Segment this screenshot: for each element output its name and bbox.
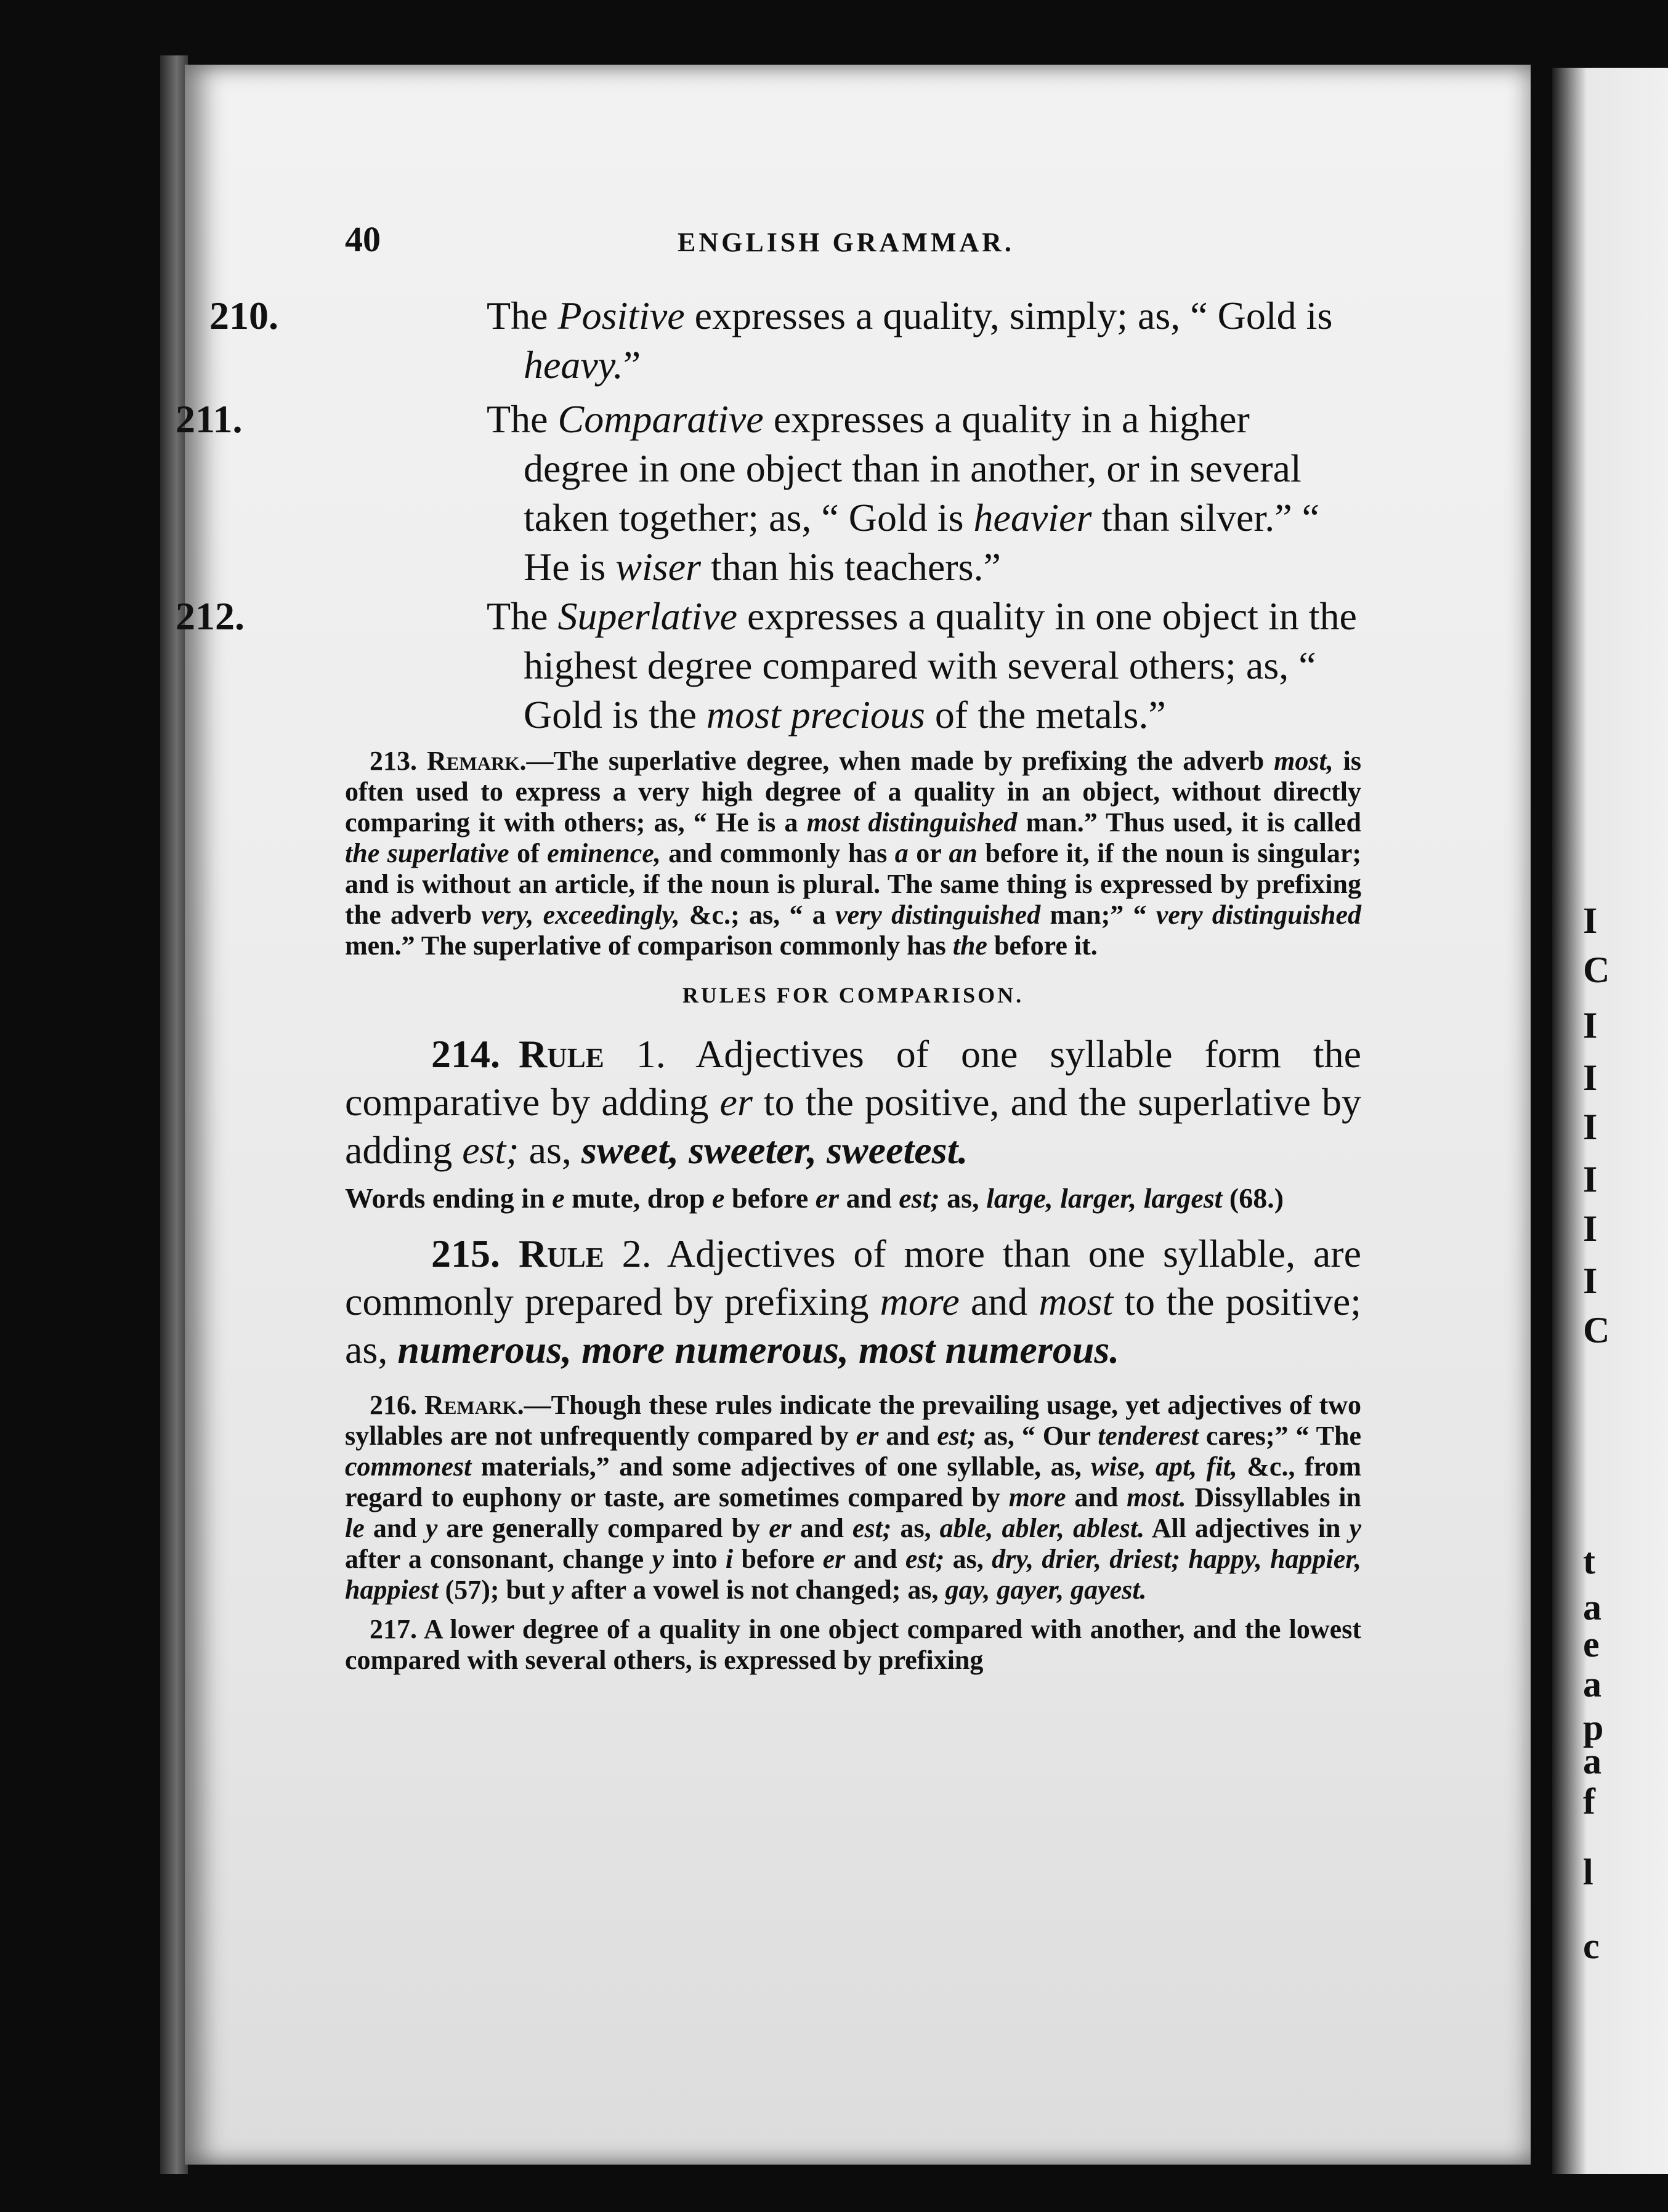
facing-page-glyph: I xyxy=(1583,1261,1598,1301)
text-run: as, xyxy=(939,1182,987,1214)
section-number: 212. xyxy=(176,594,245,638)
italic-run: most xyxy=(1038,1280,1114,1323)
facing-page-edge xyxy=(1552,68,1668,2174)
italic-run: est; xyxy=(899,1182,940,1214)
italic-run: numerous, more numerous, most numerous. xyxy=(397,1328,1120,1371)
text-run: and xyxy=(878,1421,937,1451)
facing-page-glyph: I xyxy=(1583,1057,1598,1098)
facing-page-glyph: a xyxy=(1583,1587,1601,1628)
facing-page-glyph: a xyxy=(1583,1664,1601,1705)
text-run: expresses a quality in a higher degree in one object than in another, or in several taken together; as, “ Gold is xyxy=(524,397,1302,539)
text-run: The xyxy=(487,594,558,638)
italic-run: most. xyxy=(1127,1482,1186,1512)
text-run: of the metals.” xyxy=(925,693,1166,737)
italic-example: most precious xyxy=(706,693,925,737)
italic-run: est; xyxy=(852,1513,892,1543)
italic-run: est; xyxy=(462,1128,519,1172)
text-run: ” xyxy=(623,343,641,387)
text-run: and xyxy=(845,1544,905,1574)
italic-run: commonest xyxy=(345,1451,472,1482)
italic-run: a xyxy=(894,838,909,868)
remark-label: Remark. xyxy=(424,1390,524,1420)
italic-run: able, abler, ablest. xyxy=(939,1513,1145,1543)
section-214-note xyxy=(345,1181,1361,1216)
page-number: 40 xyxy=(345,219,381,259)
text-run: and xyxy=(364,1513,426,1543)
section-number: 216. xyxy=(370,1390,417,1420)
text-run: into xyxy=(663,1544,726,1574)
italic-run: the superlative xyxy=(345,838,509,868)
italic-run: est; xyxy=(937,1421,976,1451)
facing-page-glyph: I xyxy=(1583,1159,1598,1200)
text-run: before xyxy=(733,1544,823,1574)
italic-run: le xyxy=(345,1513,365,1543)
text-run: as, xyxy=(891,1513,940,1543)
italic-run: er xyxy=(856,1421,879,1451)
text-run: after a vowel is not changed; as, xyxy=(564,1575,945,1605)
text-run: and xyxy=(839,1182,899,1214)
rule-label: Rule xyxy=(519,1032,604,1076)
italic-run: y xyxy=(552,1575,564,1605)
text-run: mute, drop xyxy=(564,1182,712,1214)
text-run: and xyxy=(959,1280,1039,1323)
italic-run: very distinguished xyxy=(1156,900,1362,930)
section-number: 215. xyxy=(431,1232,500,1275)
italic-run: gay, gayer, gayest. xyxy=(945,1575,1147,1605)
italic-run: y xyxy=(652,1544,664,1574)
italic-run: large, larger, largest xyxy=(986,1182,1223,1214)
text-run: is often used to express a very high degree of a quality in an object, without directly comparing it with others; as, “ He is a xyxy=(345,746,1361,838)
text-run: All adjectives in xyxy=(1144,1513,1350,1543)
italic-run: the xyxy=(952,930,987,961)
text-run: than silver.” “ He is xyxy=(524,496,1320,589)
book-spine-edge xyxy=(160,55,188,2174)
text-run: Dissyllables in xyxy=(1186,1482,1361,1512)
text-run: —Though these rules indicate the prevailing usage, yet adjectives of two syllables are not unfrequently compared by xyxy=(345,1390,1362,1451)
text-run: (68.) xyxy=(1222,1182,1284,1214)
page-content xyxy=(176,219,1362,1676)
text-run: cares;” “ The xyxy=(1198,1421,1361,1451)
facing-page-glyph: t xyxy=(1583,1541,1595,1581)
text-run: man.” Thus used, it is called xyxy=(1017,807,1361,838)
italic-term: Superlative xyxy=(557,594,737,638)
italic-run: er xyxy=(815,1182,840,1214)
text-run: as, “ Our xyxy=(976,1421,1098,1451)
text-run: before it. xyxy=(987,930,1098,961)
section-217 xyxy=(345,1614,1361,1676)
text-run: to the positive; as, xyxy=(345,1280,1362,1371)
section-number: 210. xyxy=(209,294,278,337)
page-header xyxy=(345,219,1361,274)
italic-run: y xyxy=(425,1513,438,1543)
text-run: expresses a quality, simply; as, “ Gold is xyxy=(684,294,1333,337)
italic-run: e xyxy=(712,1182,725,1214)
text-run: and commonly has xyxy=(660,838,895,868)
italic-run: dry, drier, driest; happy, happier, happiest xyxy=(345,1544,1361,1605)
text-run: to the positive, and the superlative by adding xyxy=(345,1080,1362,1172)
facing-page-glyph: I xyxy=(1583,1208,1598,1249)
text-run: The xyxy=(487,294,558,337)
text-run: —The superlative degree, when made by prefixing the adverb xyxy=(526,746,1274,776)
text-run: &c.; as, “ a xyxy=(679,900,836,930)
section-216-remark xyxy=(345,1390,1361,1605)
italic-term: Positive xyxy=(557,294,685,337)
italic-run: most distinguished xyxy=(806,807,1018,838)
text-run: are generally compared by xyxy=(437,1513,769,1543)
facing-page-glyph: I xyxy=(1583,900,1598,941)
section-215-rule xyxy=(345,1230,1361,1374)
italic-run: est; xyxy=(905,1544,945,1574)
italic-run: an xyxy=(949,838,978,868)
italic-run: eminence, xyxy=(547,838,661,868)
facing-page-glyph: I xyxy=(1583,1005,1598,1046)
text-run: as, xyxy=(519,1128,581,1172)
facing-page-glyph: a xyxy=(1583,1741,1601,1782)
italic-run: y xyxy=(1349,1513,1361,1543)
italic-run: wise, apt, fit, xyxy=(1091,1451,1237,1482)
section-210 xyxy=(209,291,1361,390)
text-run: and xyxy=(791,1513,852,1543)
text-run: &c., from regard to euphony or taste, are sometimes compared by xyxy=(345,1451,1361,1512)
text-run: men.” The superlative of comparison commonly has xyxy=(345,930,953,961)
italic-example: heavier xyxy=(973,496,1092,539)
italic-run: sweet, sweeter, sweetest. xyxy=(581,1128,968,1172)
text-run: (57); but xyxy=(438,1575,553,1605)
section-213-remark xyxy=(345,746,1361,961)
text-run: 1. Adjectives of one syllable form the comparative by adding xyxy=(345,1032,1361,1124)
italic-run: er xyxy=(769,1513,791,1543)
remark-label: Remark. xyxy=(426,746,527,776)
text-run: and xyxy=(1066,1482,1127,1512)
section-212 xyxy=(176,592,1361,740)
section-number: 211. xyxy=(176,397,243,441)
text-run: materials,” and some adjectives of one syllable, as, xyxy=(471,1451,1091,1482)
italic-run: i xyxy=(725,1544,734,1574)
text-run: as, xyxy=(944,1544,992,1574)
facing-page-glyph: C xyxy=(1583,1310,1610,1350)
facing-page-glyph: I xyxy=(1583,1107,1598,1147)
italic-run: very distinguished xyxy=(835,900,1041,930)
italic-run: more xyxy=(880,1280,960,1323)
section-number: 213. xyxy=(370,746,417,776)
italic-run: tenderest xyxy=(1098,1421,1199,1451)
facing-page-glyph: C xyxy=(1583,950,1610,990)
facing-page-glyph: e xyxy=(1583,1624,1600,1665)
italic-run: most, xyxy=(1274,746,1334,776)
rules-heading: RULES FOR COMPARISON. xyxy=(682,983,1024,1007)
text-run: The xyxy=(487,397,558,441)
facing-page-glyph: f xyxy=(1583,1781,1595,1822)
facing-page-glyph: p xyxy=(1583,1707,1604,1748)
italic-term: Comparative xyxy=(557,397,764,441)
text-run: of xyxy=(509,838,548,868)
facing-page-glyph: l xyxy=(1583,1852,1593,1892)
italic-run: e xyxy=(552,1182,565,1214)
italic-run: er xyxy=(822,1544,846,1574)
section-214-rule xyxy=(345,1030,1361,1174)
text-run: man;” “ xyxy=(1040,900,1156,930)
text-run: Words ending in xyxy=(345,1182,553,1214)
italic-example: heavy. xyxy=(524,343,623,387)
facing-page-glyph: c xyxy=(1583,1926,1600,1966)
text-run: before xyxy=(724,1182,816,1214)
text-run: expresses a quality in one object in the highest degree compared with several others; as, “ Gold is the xyxy=(524,594,1357,737)
italic-run: more xyxy=(1008,1482,1066,1512)
italic-run: er xyxy=(719,1080,753,1124)
text-run: A lower degree of a quality in one object compared with another, and the lowest compared with several others, is expressed by prefixing xyxy=(345,1614,1361,1675)
text-run: 2. Adjectives of more than one syllable, are commonly prepared by prefixing xyxy=(345,1232,1361,1323)
section-211 xyxy=(176,395,1361,592)
section-number: 217. xyxy=(370,1614,417,1644)
italic-run: very, exceedingly, xyxy=(481,900,680,930)
running-title: ENGLISH GRAMMAR. xyxy=(678,227,1014,257)
text-run: before it, if the noun is singular; and is without an article, if the noun is plural. The same thing is expressed by prefixing the adverb xyxy=(345,838,1362,930)
text-run: than his teachers.” xyxy=(701,545,1001,589)
text-run: after a consonant, change xyxy=(345,1544,652,1574)
italic-example: wiser xyxy=(615,545,701,589)
section-number: 214. xyxy=(431,1032,500,1076)
rule-label: Rule xyxy=(519,1232,604,1275)
text-run: or xyxy=(908,838,949,868)
